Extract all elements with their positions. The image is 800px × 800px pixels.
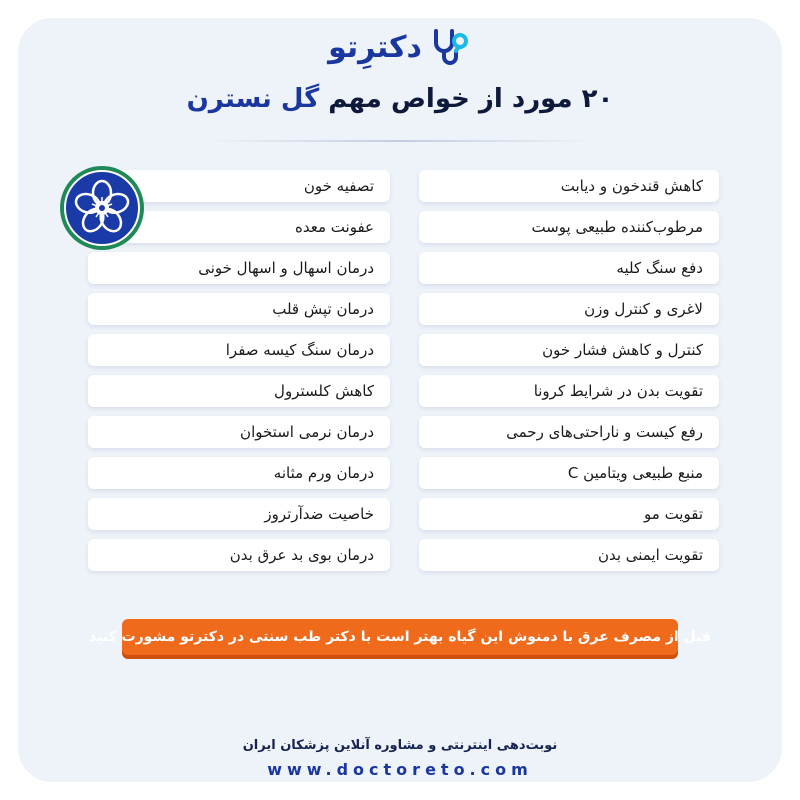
property-item: خاصیت ضدآرتروز — [88, 498, 390, 530]
flower-badge — [60, 166, 144, 250]
property-item: لاغری و کنترل وزن — [419, 293, 719, 325]
property-item: کاهش قندخون و دیابت — [419, 170, 719, 202]
footer-tagline: نوبت‌دهی اینترنتی و مشاوره آنلاین پزشکان ایران — [242, 738, 558, 753]
property-item: درمان تپش قلب — [88, 293, 390, 325]
property-item: درمان اسهال و اسهال خونی — [88, 252, 390, 284]
flower-icon — [71, 177, 133, 239]
stethoscope-icon — [428, 25, 472, 69]
property-item: درمان بوی بد عرق بدن — [88, 539, 390, 571]
property-item: درمان نرمی استخوان — [88, 416, 390, 448]
logo-text: دکترِتو — [328, 29, 422, 65]
brand-logo[interactable] — [0, 22, 800, 72]
property-item: رفع کیست و ناراحتی‌های رحمی — [419, 416, 719, 448]
title-prefix: ۲۰ مورد از خواص مهم — [328, 84, 614, 114]
property-item: کاهش کلسترول — [88, 375, 390, 407]
property-item: منبع طبیعی ویتامین C — [419, 457, 719, 489]
consultation-note: قبل از مصرف عرق یا دمنوش این گیاه بهتر است با دکتر طب سنتی در دکترتو مشورت کنید — [122, 619, 678, 655]
property-item: تقویت مو — [419, 498, 719, 530]
property-item: تقویت بدن در شرایط کرونا — [419, 375, 719, 407]
property-item: کنترل و کاهش فشار خون — [419, 334, 719, 366]
page-title — [0, 84, 800, 114]
property-item: تصفیه خون — [88, 170, 390, 202]
property-item: تقویت ایمنی بدن — [419, 539, 719, 571]
property-item: عفونت معده — [88, 211, 390, 243]
property-item: دفع سنگ کلیه — [419, 252, 719, 284]
property-item: درمان ورم مثانه — [88, 457, 390, 489]
property-item: درمان سنگ کیسه صفرا — [88, 334, 390, 366]
property-item: مرطوب‌کننده طبیعی پوست — [419, 211, 719, 243]
title-highlight: گل نسترن — [186, 84, 320, 114]
footer-url[interactable]: www.doctoreto.com — [267, 760, 533, 779]
title-divider — [205, 140, 595, 142]
